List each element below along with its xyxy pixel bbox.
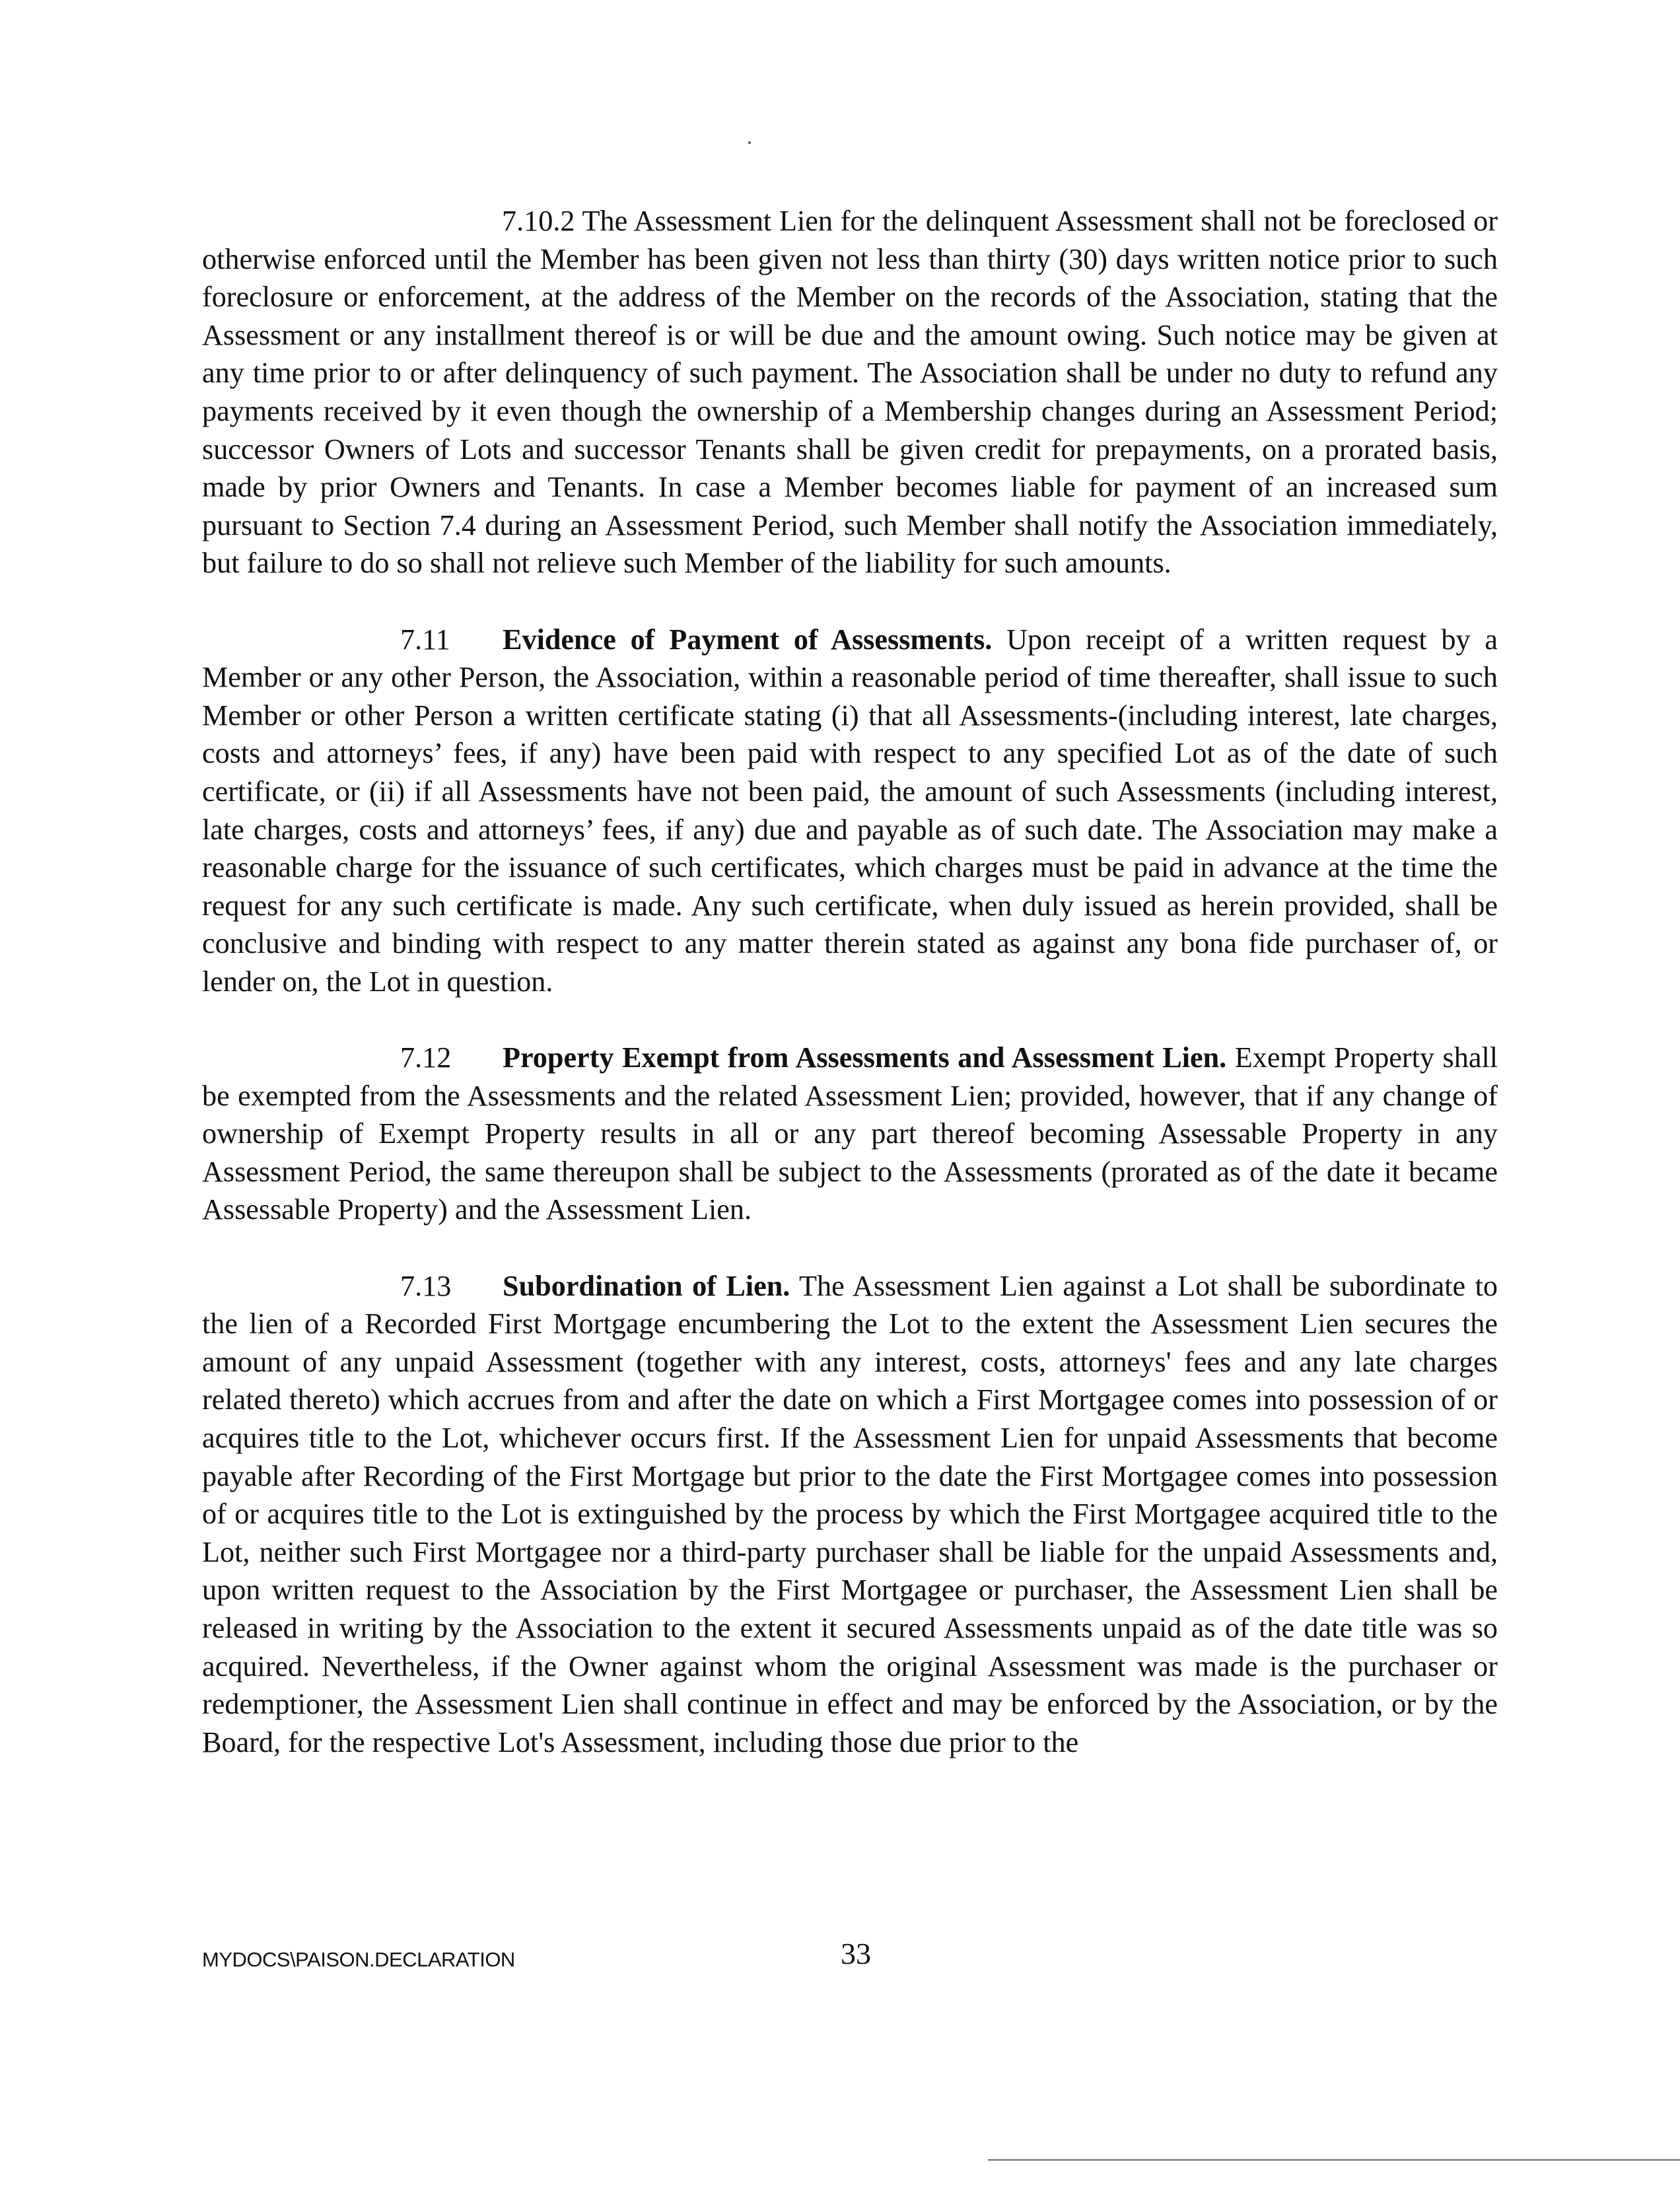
section-title: Property Exempt from Assessments and Assessment Lien. — [503, 1041, 1227, 1074]
section-text: Exempt Property shall be exempted from the Assessments and the related Assessment Lien; provided, however, that if any change of ownership of Exempt Property results in all or any part thereof becoming Assessable Property in any Assessment Period, the same thereupon shall be subject to the Assessments (prorated as of the date it became Assessable Property) and the Assessment Lien. — [202, 1041, 1498, 1226]
section-number: 7.10.2 — [502, 205, 575, 237]
section-7-13 — [202, 1267, 1498, 1762]
page-number: 33 — [841, 1937, 871, 1970]
section-number: 7.12 — [400, 1041, 452, 1074]
section-text: The Assessment Lien against a Lot shall be subordinate to the lien of a Recorded First Mortgage encumbering the Lot to the extent the Assessment Lien secures the amount of any unpaid Assessment (together with any interest, costs, attorneys' fees and any late charges related thereto) which accrues from and after the date on which a First Mortgagee comes into possession of or acquires title to the Lot, whichever occurs first. If the Assessment Lien for unpaid Assessments that become payable after Recording of the First Mortgage but prior to the date the First Mortgagee comes into possession of or acquires title to the Lot is extinguished by the process by which the First Mortgagee acquired title to the Lot, neither such First Mortgagee nor a third-party purchaser shall be liable for the unpaid Assessments and, upon written request to the Association by the First Mortgagee or purchaser, the Assessment Lien shall be released in writing by the Association to the extent it secured Assessments unpaid as of the date title was so acquired. Nevertheless, if the Owner against whom the original Assessment was made is the purchaser or redemptioner, the Assessment Lien shall continue in effect and may be enforced by the Association, or by the Board, for the respective Lot's Assessment, including those due prior to the — [202, 1269, 1498, 1758]
section-title: Subordination of Lien. — [503, 1269, 790, 1302]
section-text: Upon receipt of a written request by a Member or any other Person, the Association, within a reasonable period of time thereafter, shall issue to such Member or other Person a written certificate stating (i) that all Assessments-(including interest, late charges, costs and attorneys’ fees, if any) have been paid with respect to any specified Lot as of the date of such certificate, or (ii) if all Assessments have not been paid, the amount of such Assessments (including interest, late charges, costs and attorneys’ fees, if any) due and payable as of such date. The Association may make a reasonable charge for the issuance of such certificates, which charges must be paid in advance at the time the request for any such certificate is made. Any such certificate, when duly issued as herein provided, shall be conclusive and binding with respect to any matter therein stated as against any bona fide purchaser of, or lender on, the Lot in question. — [202, 623, 1498, 998]
section-text: The Assessment Lien for the delinquent Assessment shall not be foreclosed or otherwise enforced until the Member has been given not less than thirty (30) days written notice prior to such foreclosure or enforcement, at the address of the Member on the records of the Association, stating that the Assessment or any installment thereof is or will be due and the amount owing. Such notice may be given at any time prior to or after delinquency of such payment. The Association shall be under no duty to refund any payments received by it even though the ownership of a Membership changes during an Assessment Period; successor Owners of Lots and successor Tenants shall be given credit for prepayments, on a prorated basis, made by prior Owners and Tenants. In case a Member becomes liable for payment of an increased sum pursuant to Section 7.4 during an Assessment Period, such Member shall notify the Association immediately, but failure to do so shall not relieve such Member of the liability for such amounts. — [202, 205, 1498, 580]
document-body — [202, 202, 1498, 1761]
section-number: 7.13 — [400, 1269, 452, 1302]
footer-document-path: MYDOCS\PAISON.DECLARATION — [202, 1948, 515, 1971]
bottom-rule-line — [988, 2159, 1680, 2161]
section-7-10-2 — [202, 202, 1498, 582]
section-7-11 — [202, 621, 1498, 1001]
scan-speck — [748, 141, 751, 144]
section-number: 7.11 — [400, 623, 450, 656]
section-7-12 — [202, 1039, 1498, 1229]
section-title: Evidence of Payment of Assessments. — [503, 623, 993, 656]
